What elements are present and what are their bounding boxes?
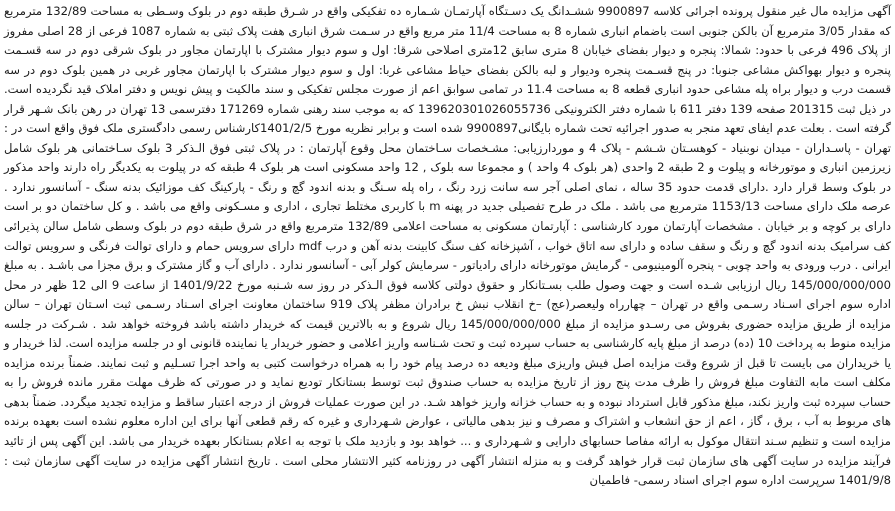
auction-notice-body: آگهی مزایده مال غیر منقول پرونده اجرائی کلاسه 9900897 ششـدانگ یک دسـتگاه آپارتمـان شـماره ده تفکیکی واقع در شـرق طبقه دوم در بلوک وسـطی به مساحت 132/89 مترمربع که مقدار 3/05 مترمربع آن بالکن جنوبی است باضمام انباری شماره 8 به مساحت 11/4 متر مربع واقع در سـمت شرق انباری هفت پلاک ثبتی به شماره 1087 فرعی از 28 اصلی مفروز از پلاک 496 فرعی با حدود: شمالا: پنجره و دیوار بفضای خیابان 8 متری سابق 12متری اصلاحی شرقا: اول و سوم دیوار مشترک با اپارتمان مجاور در بلوک شرقی دوم در سه قسـمت پنجره و دیوار بهواکش مشاعی جنوبا: در پنج قسـمت پنجره ودیوار و لبه بالکن بفضای حیاط مشاعی غربا: اول و سوم دیوار مشترک با اپارتمان مجاور غربی در همین بلوک دوم در سه قسمت درب و دیوار براه پله مشاعی حدود انباری قطعه 8 به مساحت 11.4 در تمامی سوابق اعم از صورت مجلس تفکیکی و سند مالکیت و پیش نویس و دفتر املاک قید نگردیده است. در ذیل ثبت 201315 صفحه 139 دفتر 611 با شماره دفتر الکترونیکی 139620301026055736 که به موجب سند رهنی شماره 171269 دفترسمی 13 تهران در رهن بانک شـهر قرار گرفته است . بعلت عدم ایفای تعهد منجر به صدور اجرائیه تحت شماره بایگانی9900897 شده است و برابر نظریه مورخ 1401/2/5کارشناس رسمی دادگستری ملک فوق واقع است در : تهران - پاسـداران - میدان نوبنیاد - کوهسـتان شـشم - پلاک 4 و موردارزیابی: مشـخصات سـاختمان محل وقوع آپارتمان : در پلاک ثبتی فوق الـذکر 3 بلوک سـاختمانی هر بلوک شامل زیرزمین انباری و موتورخانه و پیلوت و 2 طبقه 2 واحدی (هر بلوک 4 واحد ) و مجموعا سه بلوک , 12 واحد مسکونی است هر بلوک 4 طبقه که در پیلوت به یکدیگر راه دارند واحد مذکور در بلوک وسط قرار دارد .دارای قدمت حدود 35 ساله ، نمای اصلی آجر سه سانت زرد رنگ ، راه پله سـنگ و بدنه اندود گچ و رنگ - پارکینگ کف موزائیک بدنه سنگ - آسانسور ندارد . عرصه ملک دارای مساحت 1153/13 مترمربع می باشد . ملک در طرح تفصیلی جدید در پهنه m با کاربری مختلط تجاری ، اداری و مسـکونی واقع می باشد . و کل ساختمان دو بر است دارای بر کوچه و بر خیابان . مشخصات آپارتمان مورد کارشناسی : آپارتمان مسکونی به مساحت اعلامی 132/89 مترمربع واقع در شرق طبقه دوم در بلوک وسطی شامل سالن پذیرائی کف سرامیک بدنه اندود گچ و رنگ و سقف ساده و دارای سه اتاق خواب ، آشپزخانه کف سنگ کابینت بدنه آهن و درب mdf دارای سرویس حمام و دارای توالت فرنگی و سرویس توالت ایرانی . درب ورودی به واحد چوبی - پنجره آلومینیومی - گرمایش موتورخانه دارای رادیاتور - سرمایش کولر آبی - آسانسور ندارد . دارای آب و گاز مشترک و برق مجزا می باشـد . به مبلغ 145/000/000/000 ریال ارزیابی شـده است و جهت وصول طلب بسـتانکار و حقوق دولتی کلاسه فوق الـذکر در روز سه شـنبه مورخ 1401/9/22 از ساعت 9 الی 12 ظهر در محل اداره سوم اجرای اسـناد رسـمی واقع در تهران – چهارراه ولیعصر(عج) –خ انقلاب نبش خ برادران مظفر پلاک 919 ساختمان معاونت اجرای اسـناد رسـمی ثبت اسـتان تهران – سالن مزایده از طریق مزایده حضوری بفروش می رسـدو مزایده از مبلغ 145/000/000/000 ریال شروع و به بالاترین قیمت که خریدار داشته باشد فروخته خواهد شد . شـرکت در جلسه مزایده منوط به پرداخت 10 (ده) درصد از مبلغ پایه کارشناسی به حساب سپرده ثبت و تحت شـناسه واریز اعلامی و حضور خریدار یا نماینده قانونی او در جلسه مزایده است. لذا خریدار و یا خریداران می بایست تا قبل از شروع وقت مزایده اصل فیش واریزی مبلغ ودیعه ده درصد پیام خود را به همراه درخواست کتبی به واحد اجرا تسـلیم و ثبت نمایند. ضمناً برنده مزایده مکلف است مابه التفاوت مبلغ فروش را ظرف مدت پنج روز از تاریخ مزایده به حساب صندوق ثبت توسط بستانکار تودیع نماید و در صورتی که ظرف مهلت مقرر مانده فروش را به حساب سپرده ثبت واریز نکند، مبلغ مذکور قابل استرداد نبوده و به حساب خزانه واریز خواهد شـد. در این صورت عملیات فروش از درجه اعتبار ساقط و مزایده تجدید میگردد. ضمناً بدهی های مربوط به آب ، برق ، گاز ، اعم از حق انشعاب و اشتراک و مصرف و نیز بدهی مالیاتی ، عوارض شـهرداری و غیره که رقم قطعی آنها برای این اداره معلوم نشده است بعهده برنده مزایده است و تنظیم سـند انتقال موکول به ارائه مفاصا حسابهای دارایی و شـهرداری و ... خواهد بود و بازدید ملک با توجه به اعلام بستانکار بعهده خریدار می باشد. این آگهی پس از تائید فرآیند مزایده در سایت آگهی های سازمان ثبت قرار خواهد گرفت و به منزله انتشار آگهی در روزنامه کثیر الانتشار محلی است . تاریخ انتشار آگهی مزایده در سایت آگهی سازمان ثبت : 1401/9/8 سرپرست اداره سوم اجرای اسناد رسمی- فاطمیان: [4, 4, 892, 488]
